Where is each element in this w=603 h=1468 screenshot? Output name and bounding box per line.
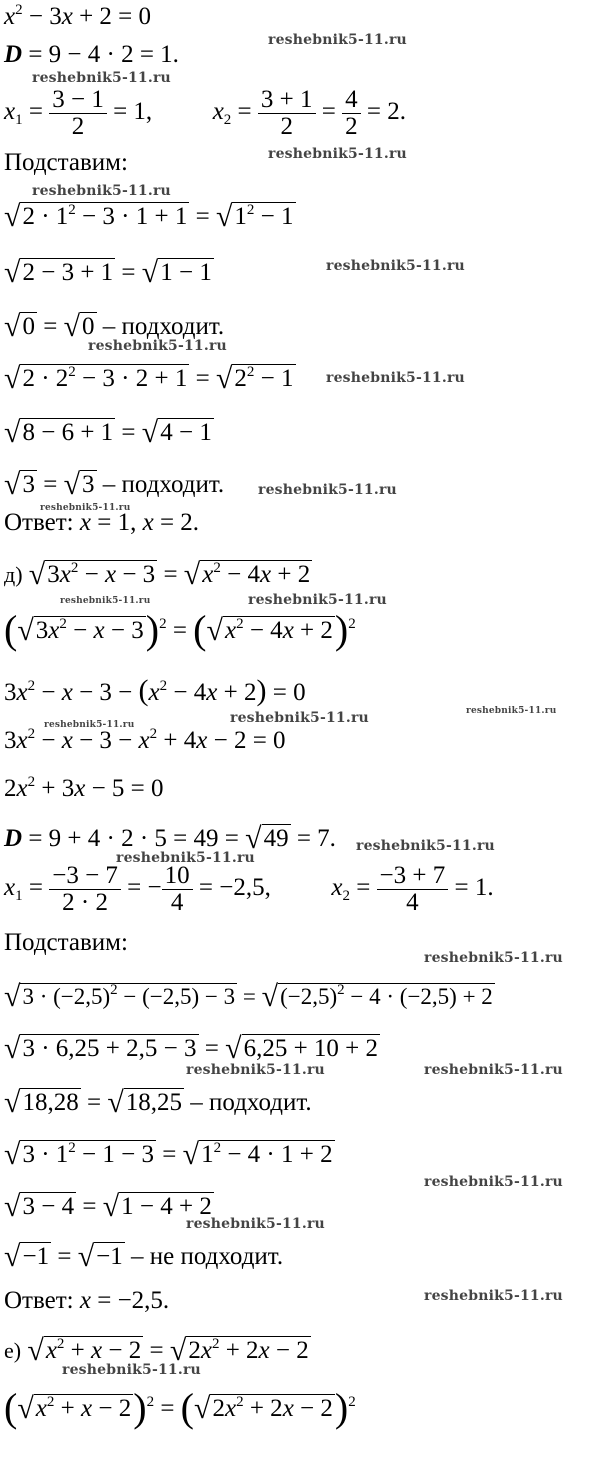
watermark: reshebnik5-11.ru (326, 370, 465, 386)
answer-line: Ответ: x = −2,5. (4, 1287, 170, 1314)
watermark: reshebnik5-11.ru (230, 710, 369, 726)
equation-line: $3x^2 - x - 3 - x^2 + 4x - 2 = 0$ (4, 726, 286, 754)
watermark: reshebnik5-11.ru (44, 720, 135, 730)
watermark: reshebnik5-11.ru (424, 950, 563, 966)
part-e-equation: е) $√x^2 + x - 2 = √2x^2 + 2x - 2$ (4, 1334, 309, 1367)
check-line: √8 − 6 + 1 = √4 − 1 (4, 416, 212, 449)
watermark: reshebnik5-11.ru (268, 146, 407, 162)
watermark: reshebnik5-11.ru (356, 838, 495, 854)
squared-line: $(√x^2 + x - 2)^2 = (√2x^2 + 2x - 2)^2$ (4, 1385, 356, 1430)
substitute-label: Подставим: (4, 929, 128, 956)
check-line: √2 − 3 + 1 = √1 − 1 (4, 256, 212, 289)
watermark: reshebnik5-11.ru (40, 503, 131, 513)
equation-line: $2x^2 + 3x - 5 = 0$ (4, 774, 164, 802)
watermark: reshebnik5-11.ru (424, 1062, 563, 1078)
check-result: √0 = √0 – подходит. (4, 310, 225, 343)
watermark: reshebnik5-11.ru (466, 706, 557, 716)
roots-line: $x_1$ = $\frac{3 - 1}{2}$ = 1, $x_2$ = $\frac{3 + 1}{2}$ = $\frac{4}{2}$ = 2. (4, 85, 406, 140)
squared-line: $(√3x^2 - x - 3)^2 = (√x^2 - 4x + 2)^2$ (4, 607, 356, 652)
check-result: √−1 = √−1 – не подходит. (4, 1240, 284, 1273)
watermark: reshebnik5-11.ru (268, 32, 407, 48)
watermark: reshebnik5-11.ru (88, 338, 227, 354)
watermark: reshebnik5-11.ru (32, 70, 171, 86)
watermark: reshebnik5-11.ru (116, 850, 255, 866)
check-line: $√2 \cdot 2^2 - 3 \cdot 2 + 1 = √2^2 - 1$ (4, 362, 294, 395)
watermark: reshebnik5-11.ru (62, 1362, 201, 1378)
check-line: $√2 \cdot 1^2 - 3 \cdot 1 + 1 = √1^2 - 1$ (4, 200, 294, 233)
watermark: reshebnik5-11.ru (326, 258, 465, 274)
substitute-label: Подставим: (4, 149, 128, 176)
equation-line: $3x^2 - x - 3 - (x^2 - 4x + 2) = 0$ (4, 674, 306, 707)
check-line: √3 · 6,25 + 2,5 − 3 = √6,25 + 10 + 2 (4, 1032, 379, 1065)
part-d-equation: д) $√3x^2 - x - 3 = √x^2 - 4x + 2$ (4, 558, 311, 591)
watermark: reshebnik5-11.ru (60, 596, 151, 606)
watermark: reshebnik5-11.ru (32, 183, 171, 199)
roots-line: $x_1$ = $\frac{-3 - 7}{2 \cdot 2}$ = − $\frac{10}{4}$ = −2,5, $x_2$ = $\frac{-3 + 7}{4}$ = 1. (4, 861, 494, 916)
watermark: reshebnik5-11.ru (248, 592, 387, 608)
equation-line: $x^2 - 3x + 2 = 0$ (4, 2, 152, 30)
watermark: reshebnik5-11.ru (186, 1216, 325, 1232)
answer-line: Ответ: x = 1, x = 2. (4, 509, 200, 536)
watermark: reshebnik5-11.ru (186, 1062, 325, 1078)
discriminant-line: D = 9 − 4 · 2 = 1. (4, 41, 179, 68)
check-line: $√3 \cdot (-2,5)^2 - (-2,5) - 3 = √(-2,5)^2 - 4 \cdot (-2,5) + 2$ (4, 980, 493, 1013)
check-line: √3 − 4 = √1 − 4 + 2 (4, 1190, 212, 1223)
watermark: reshebnik5-11.ru (424, 1288, 563, 1304)
check-result: √3 = √3 – подходит. (4, 468, 225, 501)
check-line: $√3 \cdot 1^2 - 1 - 3 = √1^2 - 4 \cdot 1 + 2$ (4, 1138, 333, 1171)
watermark: reshebnik5-11.ru (258, 482, 397, 498)
watermark: reshebnik5-11.ru (424, 1174, 563, 1190)
check-result: √18,28 = √18,25 – подходит. (4, 1086, 312, 1119)
discriminant-line: D = 9 + 4 · 2 · 5 = 49 = √49 = 7. (4, 822, 336, 855)
